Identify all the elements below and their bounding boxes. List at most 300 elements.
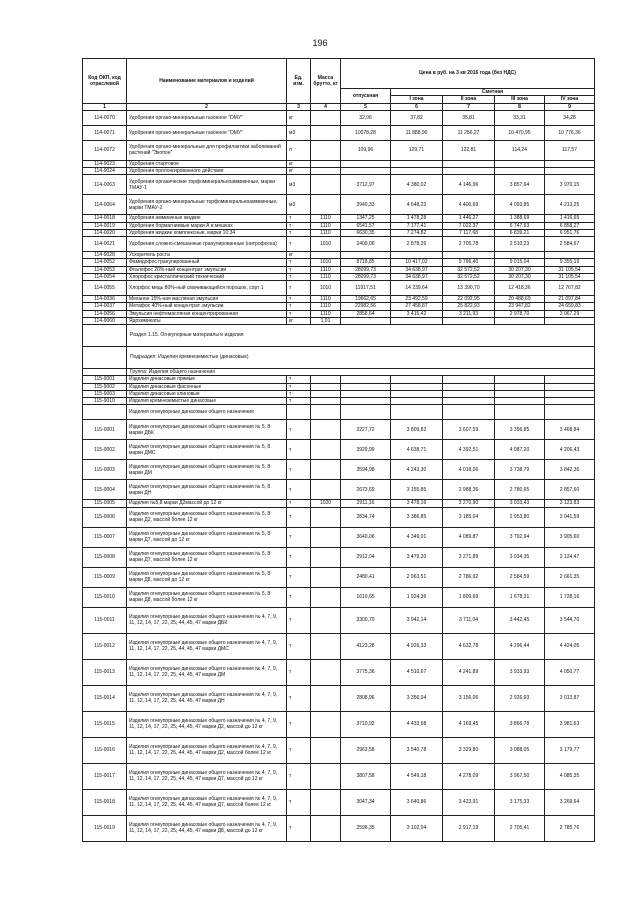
item-unit: т bbox=[287, 567, 311, 587]
item-mass bbox=[311, 659, 341, 685]
price-release bbox=[341, 252, 391, 259]
item-mass: 1110 bbox=[311, 303, 341, 310]
price-zone4: 3 970,15 bbox=[545, 175, 595, 195]
table-row bbox=[83, 259, 595, 266]
price-zone3: 3 792,94 bbox=[495, 527, 545, 547]
price-zone4: 2 661,35 bbox=[545, 567, 595, 587]
item-mass bbox=[311, 763, 341, 789]
price-zone3: 2 978,70 bbox=[495, 310, 545, 317]
price-zone3: 3 442,45 bbox=[495, 607, 545, 633]
item-unit: т bbox=[287, 607, 311, 633]
item-name: Изделия огнеупорные динасовые общего назначения № 4, 7, 9, 11, 12, 14, 17, 22, 25, 44, 45, 47 марки Д7, массой до 12 кг bbox=[127, 763, 287, 789]
item-code: 114-0021 bbox=[83, 237, 127, 252]
price-zone1: 10 417,02 bbox=[391, 259, 443, 266]
price-zone1: 7 177,41 bbox=[391, 222, 443, 229]
item-code: 114-0063 bbox=[83, 175, 127, 195]
price-zone4: 34,28 bbox=[545, 110, 595, 125]
header-name: Наименование материалов и изделий bbox=[127, 59, 287, 104]
table-row bbox=[83, 296, 595, 303]
price-zone3: 2 953,80 bbox=[495, 507, 545, 527]
price-zone3: 3 857,64 bbox=[495, 175, 545, 195]
table-row bbox=[83, 390, 595, 397]
column-number: 1 bbox=[83, 103, 127, 110]
price-zone4: 31 105,54 bbox=[545, 273, 595, 280]
price-zone3: 9 015,04 bbox=[495, 259, 545, 266]
table-row bbox=[83, 737, 595, 763]
table-row bbox=[83, 215, 595, 222]
price-release: 10078,28 bbox=[341, 125, 391, 140]
item-name: Изделия огнеупорные динасовые общего назначения № 5, 8 марки Д8, массой более 12 кг bbox=[127, 587, 287, 607]
price-zone2: 32 572,52 bbox=[443, 273, 495, 280]
price-release: 2808,96 bbox=[341, 685, 391, 711]
item-mass bbox=[311, 195, 341, 215]
item-code: 114-9024 bbox=[83, 168, 127, 175]
price-zone2: 122,81 bbox=[443, 140, 495, 160]
item-mass bbox=[311, 398, 341, 405]
price-release bbox=[341, 160, 391, 167]
table-row bbox=[83, 125, 595, 140]
item-name: Удобрения органические торфоминеральноаммиачные, марки ТМАУ-1 bbox=[127, 175, 287, 195]
price-zone1: 4 510,67 bbox=[391, 659, 443, 685]
price-zone1: 3 155,85 bbox=[391, 480, 443, 500]
item-name: Эмульсия нефтемасляная концентрированная bbox=[127, 310, 287, 317]
price-zone1: 3 478,16 bbox=[391, 500, 443, 507]
price-release: 6541,57 bbox=[341, 222, 391, 229]
price-zone3 bbox=[495, 383, 545, 390]
price-zone2: 4 241,89 bbox=[443, 659, 495, 685]
item-code: 115-0013 bbox=[83, 659, 127, 685]
price-zone4: 3 179,77 bbox=[545, 737, 595, 763]
price-zone4: 3 981,63 bbox=[545, 711, 595, 737]
price-release: 1610,65 bbox=[341, 587, 391, 607]
price-zone1: 27 458,87 bbox=[391, 303, 443, 310]
price-zone3: 6 839,21 bbox=[495, 229, 545, 236]
item-mass bbox=[311, 460, 341, 480]
price-zone4: 3 123,83 bbox=[545, 500, 595, 507]
price-zone3: 3 175,33 bbox=[495, 789, 545, 815]
table-row bbox=[83, 222, 595, 229]
item-name: Ускоритель роста bbox=[127, 252, 287, 259]
price-zone2: 35,81 bbox=[443, 110, 495, 125]
item-name: Изделия огнеупорные динасовые общего назначения № 5, 8 марки ДБК bbox=[127, 420, 287, 440]
item-name: Изделия огнеупорные динасовые общего назначения bbox=[127, 405, 287, 420]
item-unit: т bbox=[287, 303, 311, 310]
table-row bbox=[83, 685, 595, 711]
price-zone3: 33,31 bbox=[495, 110, 545, 125]
item-name: Удобрения органо-минеральные газонное "ОМУ" bbox=[127, 125, 287, 140]
price-zone3: 2 926,93 bbox=[495, 685, 545, 711]
price-zone1: 4 648,22 bbox=[391, 195, 443, 215]
item-name: Изделия огнеупорные динасовые общего назначения № 5, 8 марки ДМС bbox=[127, 440, 287, 460]
item-name: Фамидофос гранулированный bbox=[127, 259, 287, 266]
header-zone2: II зона bbox=[443, 96, 495, 103]
price-release: 2596,35 bbox=[341, 815, 391, 841]
item-mass bbox=[311, 789, 341, 815]
item-code: 114-0070 bbox=[83, 110, 127, 125]
price-zone4: 4 085,35 bbox=[545, 763, 595, 789]
item-code: 115-0009 bbox=[83, 567, 127, 587]
price-zone2: 2 786,92 bbox=[443, 567, 495, 587]
item-code: 115-0008 bbox=[83, 547, 127, 567]
table-row bbox=[83, 175, 595, 195]
price-zone4: 4 213,25 bbox=[545, 195, 595, 215]
price-zone4: 4 424,05 bbox=[545, 633, 595, 659]
table-row bbox=[83, 237, 595, 252]
price-release: 3940,33 bbox=[341, 195, 391, 215]
price-zone1 bbox=[391, 168, 443, 175]
item-name: Удобрения стартовое bbox=[127, 160, 287, 167]
price-zone1: 4 433,68 bbox=[391, 711, 443, 737]
column-number: 2 bbox=[127, 103, 287, 110]
price-release: 2673,69 bbox=[341, 480, 391, 500]
price-zone3 bbox=[495, 252, 545, 259]
item-unit: т bbox=[287, 711, 311, 737]
price-release: 3640,06 bbox=[341, 527, 391, 547]
item-code: 115-0018 bbox=[83, 789, 127, 815]
item-mass: 1110 bbox=[311, 266, 341, 273]
price-release: 2912,04 bbox=[341, 547, 391, 567]
table-row bbox=[83, 711, 595, 737]
item-mass bbox=[311, 547, 341, 567]
price-zone2 bbox=[443, 383, 495, 390]
item-unit: т bbox=[287, 633, 311, 659]
price-zone3: 1 678,31 bbox=[495, 587, 545, 607]
item-mass bbox=[311, 420, 341, 440]
item-code: 115-0017 bbox=[83, 763, 127, 789]
price-zone4 bbox=[545, 168, 595, 175]
item-name: Метафос 40%-ный концентрат эмульсии bbox=[127, 303, 287, 310]
price-release: 3807,58 bbox=[341, 763, 391, 789]
item-code: 115-0007 bbox=[83, 527, 127, 547]
price-zone2: 2 917,19 bbox=[443, 815, 495, 841]
price-zone4: 3 468,84 bbox=[545, 420, 595, 440]
item-mass bbox=[311, 607, 341, 633]
item-unit: м3 bbox=[287, 175, 311, 195]
table-row bbox=[83, 252, 595, 259]
item-code: 115-0005 bbox=[83, 500, 127, 507]
item-code: 115-9003 bbox=[83, 390, 127, 397]
table-row bbox=[83, 815, 595, 841]
price-zone2 bbox=[443, 252, 495, 259]
price-zone2: 4 146,96 bbox=[443, 175, 495, 195]
item-name: Изделия огнеупорные динасовые общего назначения № 4, 7, 9, 11, 12, 14, 17, 22, 25, 44, 45, 47 марки ДН bbox=[127, 685, 287, 711]
item-code: 115-0015 bbox=[83, 711, 127, 737]
header-estimate: Сметная bbox=[391, 89, 595, 96]
item-mass bbox=[311, 140, 341, 160]
price-zone2 bbox=[443, 376, 495, 383]
table-row bbox=[83, 507, 595, 527]
price-zone1: 1 478,28 bbox=[391, 215, 443, 222]
item-unit: м3 bbox=[287, 195, 311, 215]
price-release: 3047,34 bbox=[341, 789, 391, 815]
price-zone1: 3 479,20 bbox=[391, 547, 443, 567]
price-release: 28099,73 bbox=[341, 266, 391, 273]
price-zone3: 3 356,85 bbox=[495, 420, 545, 440]
item-unit: кг bbox=[287, 317, 311, 324]
subsection-row bbox=[83, 347, 595, 369]
item-code: 115-0003 bbox=[83, 460, 127, 480]
price-release: 2963,58 bbox=[341, 737, 391, 763]
price-zone2: 13 390,70 bbox=[443, 281, 495, 296]
price-zone1 bbox=[391, 390, 443, 397]
table-row bbox=[83, 440, 595, 460]
price-release: 11917,51 bbox=[341, 281, 391, 296]
item-mass bbox=[311, 383, 341, 390]
item-name: Удобрения бормагниевые марки А в мешках bbox=[127, 222, 287, 229]
item-mass bbox=[311, 527, 341, 547]
item-name: Изделия огнеупорные динасовые общего назначения № 5, 8 марки Д7, массой до 12 кг bbox=[127, 527, 287, 547]
item-name: Удобрения органо-минеральные торфоминеральноаммиачные, марки ТМАУ-2 bbox=[127, 195, 287, 215]
item-mass bbox=[311, 175, 341, 195]
header-mass: Масса брутто, кг bbox=[311, 59, 341, 104]
price-zone3: 10 470,95 bbox=[495, 125, 545, 140]
column-number: 6 bbox=[391, 103, 443, 110]
item-unit: кг bbox=[287, 110, 311, 125]
price-zone2: 4 018,06 bbox=[443, 460, 495, 480]
table-row bbox=[83, 303, 595, 310]
item-unit: л bbox=[287, 140, 311, 160]
item-name: Изделия динасовые клиновые bbox=[127, 390, 287, 397]
price-zone2: 7 117,68 bbox=[443, 229, 495, 236]
price-zone3: 6 747,63 bbox=[495, 222, 545, 229]
table-row bbox=[83, 607, 595, 633]
item-unit: т bbox=[287, 281, 311, 296]
item-code: 114-9060 bbox=[83, 317, 127, 324]
price-zone1: 3 102,04 bbox=[391, 815, 443, 841]
price-zone1: 2 963,51 bbox=[391, 567, 443, 587]
price-zone1: 11 888,90 bbox=[391, 125, 443, 140]
price-zone3 bbox=[495, 390, 545, 397]
item-code: 115-0012 bbox=[83, 633, 127, 659]
price-release: 3775,36 bbox=[341, 659, 391, 685]
table-row bbox=[83, 160, 595, 167]
item-mass bbox=[311, 376, 341, 383]
price-zone1: 3 356,04 bbox=[391, 685, 443, 711]
section-title: Раздел 1.15. Огнеупорные материалы и изделия bbox=[127, 325, 595, 347]
price-zone2: 3 711,04 bbox=[443, 607, 495, 633]
item-code: 114-9023 bbox=[83, 160, 127, 167]
item-mass bbox=[311, 480, 341, 500]
price-zone1: 3 540,78 bbox=[391, 737, 443, 763]
price-zone2 bbox=[443, 317, 495, 324]
item-code: 114-9028 bbox=[83, 252, 127, 259]
table-row bbox=[83, 310, 595, 317]
item-mass: 1010 bbox=[311, 281, 341, 296]
price-zone2 bbox=[443, 160, 495, 167]
item-mass bbox=[311, 440, 341, 460]
price-zone1: 129,71 bbox=[391, 140, 443, 160]
price-release: 3594,98 bbox=[341, 460, 391, 480]
price-zone3: 2 510,23 bbox=[495, 237, 545, 252]
item-mass: 1020 bbox=[311, 500, 341, 507]
table-row bbox=[83, 587, 595, 607]
item-name: Фталофос 20%-ный концентрат эмульсии bbox=[127, 266, 287, 273]
price-zone2: 3 423,91 bbox=[443, 789, 495, 815]
table-row bbox=[83, 140, 595, 160]
item-code: 114-0053 bbox=[83, 266, 127, 273]
price-zone2: 2 988,36 bbox=[443, 480, 495, 500]
item-unit: кг bbox=[287, 160, 311, 167]
price-zone3 bbox=[495, 317, 545, 324]
price-zone2: 3 329,80 bbox=[443, 737, 495, 763]
item-mass: 1110 bbox=[311, 310, 341, 317]
price-release bbox=[341, 383, 391, 390]
table-row bbox=[83, 500, 595, 507]
price-zone1 bbox=[391, 383, 443, 390]
price-zone3 bbox=[495, 405, 545, 420]
price-release: 2409,06 bbox=[341, 237, 391, 252]
item-mass bbox=[311, 390, 341, 397]
price-release: 3300,70 bbox=[341, 607, 391, 633]
price-zone2: 4 278,09 bbox=[443, 763, 495, 789]
price-zone4: 3 269,64 bbox=[545, 789, 595, 815]
item-code bbox=[83, 405, 127, 420]
item-mass bbox=[311, 567, 341, 587]
group-row bbox=[83, 369, 595, 376]
price-zone1: 37,82 bbox=[391, 110, 443, 125]
item-mass: 1,01 bbox=[311, 317, 341, 324]
header-unit: Ед. изм. bbox=[287, 59, 311, 104]
table-row bbox=[83, 398, 595, 405]
price-release: 3227,72 bbox=[341, 420, 391, 440]
item-mass bbox=[311, 815, 341, 841]
item-code: 115-9002 bbox=[83, 383, 127, 390]
price-zone1: 4 638,71 bbox=[391, 440, 443, 460]
item-mass bbox=[311, 737, 341, 763]
price-release: 3929,99 bbox=[341, 440, 391, 460]
price-zone1 bbox=[391, 317, 443, 324]
item-unit: т bbox=[287, 215, 311, 222]
table-row bbox=[83, 460, 595, 480]
item-unit: т bbox=[287, 237, 311, 252]
price-zone3: 3 967,50 bbox=[495, 763, 545, 789]
item-code: 115-0002 bbox=[83, 440, 127, 460]
item-name: Ядохимикаты bbox=[127, 317, 287, 324]
table-row bbox=[83, 527, 595, 547]
price-zone2: 2 705,78 bbox=[443, 237, 495, 252]
item-name: Изделия огнеупорные динасовые общего назначения № 4, 7, 9, 11, 12, 14, 17, 22, 25, 44, 45, 47 марки Д2, массой до 12 кг bbox=[127, 711, 287, 737]
price-release: 109,96 bbox=[341, 140, 391, 160]
item-code: 115-0011 bbox=[83, 607, 127, 633]
price-zone3: 2 705,41 bbox=[495, 815, 545, 841]
item-code: 114-0019 bbox=[83, 222, 127, 229]
price-release: 28099,73 bbox=[341, 273, 391, 280]
item-unit: м3 bbox=[287, 125, 311, 140]
price-zone4 bbox=[545, 405, 595, 420]
item-mass bbox=[311, 252, 341, 259]
price-zone3 bbox=[495, 168, 545, 175]
table-row bbox=[83, 266, 595, 273]
item-name: Удобрения органо-минеральные газонное "ОМУ" bbox=[127, 110, 287, 125]
item-code: 115-0019 bbox=[83, 815, 127, 841]
section-row bbox=[83, 325, 595, 347]
price-zone2: 3 271,89 bbox=[443, 547, 495, 567]
price-release: 2858,64 bbox=[341, 310, 391, 317]
price-zone2 bbox=[443, 398, 495, 405]
price-zone2: 1 809,69 bbox=[443, 587, 495, 607]
group-title: Группа: Изделия общего назначения bbox=[127, 369, 595, 376]
price-zone4 bbox=[545, 252, 595, 259]
price-zone4: 1 728,16 bbox=[545, 587, 595, 607]
price-zone4: 3 842,36 bbox=[545, 460, 595, 480]
header-code: Код ОКП, код отраслевой bbox=[83, 59, 127, 104]
price-zone4: 3 544,70 bbox=[545, 607, 595, 633]
price-zone3: 3 933,93 bbox=[495, 659, 545, 685]
price-table bbox=[82, 58, 595, 842]
price-zone2: 22 092,95 bbox=[443, 296, 495, 303]
table-row bbox=[83, 195, 595, 215]
table-row bbox=[83, 229, 595, 236]
item-code: 115-0004 bbox=[83, 480, 127, 500]
header-zone1: I зона bbox=[391, 96, 443, 103]
price-zone2: 4 392,51 bbox=[443, 440, 495, 460]
item-name: Изделия огнеупорные динасовые общего назначения № 5, 8 марки Д7, массой более 12 кг bbox=[127, 547, 287, 567]
item-name: Изделия динасовые фасонные bbox=[127, 383, 287, 390]
column-number: 7 bbox=[443, 103, 495, 110]
price-zone4: 12 767,82 bbox=[545, 281, 595, 296]
item-code: 114-0071 bbox=[83, 125, 127, 140]
price-zone4 bbox=[545, 160, 595, 167]
item-code: 114-0036 bbox=[83, 296, 127, 303]
subsection-title: Подраздел: Изделия кремнеземистые (динасовые) bbox=[127, 347, 595, 369]
item-mass bbox=[311, 711, 341, 737]
price-zone4: 4 206,43 bbox=[545, 440, 595, 460]
price-zone3: 3 033,43 bbox=[495, 500, 545, 507]
price-release bbox=[341, 317, 391, 324]
item-mass: 1110 bbox=[311, 296, 341, 303]
price-zone2 bbox=[443, 168, 495, 175]
table-row bbox=[83, 789, 595, 815]
table-row bbox=[83, 376, 595, 383]
item-unit: т bbox=[287, 376, 311, 383]
table-row bbox=[83, 567, 595, 587]
price-zone2: 3 270,90 bbox=[443, 500, 495, 507]
price-zone2 bbox=[443, 405, 495, 420]
item-name: Изделия огнеупорные динасовые общего назначения № 4, 7, 9, 11, 12, 14, 17, 22, 25, 44, 45, 47 марки Д8, массой до 12 кг bbox=[127, 815, 287, 841]
price-zone2: 4 089,87 bbox=[443, 527, 495, 547]
item-mass: 1110 bbox=[311, 215, 341, 222]
price-zone1: 3 809,82 bbox=[391, 420, 443, 440]
header-zone3: III зона bbox=[495, 96, 545, 103]
item-name: Изделия огнеупорные динасовые общего назначения № 4, 7, 9, 11, 12, 14, 17, 22, 25, 44, 45, 47 марки Д2, массой более 12 кг bbox=[127, 737, 287, 763]
item-mass bbox=[311, 405, 341, 420]
item-unit: т bbox=[287, 659, 311, 685]
price-zone3: 12 418,36 bbox=[495, 281, 545, 296]
price-zone4: 2 857,60 bbox=[545, 480, 595, 500]
item-mass bbox=[311, 587, 341, 607]
price-zone3 bbox=[495, 398, 545, 405]
item-name: Изделия огнеупорные динасовые общего назначения № 5, 8 марки Д2, массой более 12 кг bbox=[127, 507, 287, 527]
item-code: 114-0072 bbox=[83, 140, 127, 160]
item-name: Удобрения сложно-смешанные гранулированные (нитрофоска) bbox=[127, 237, 287, 252]
item-name: Изделия №5,8 марки Д2массой до 12 кг bbox=[127, 500, 287, 507]
item-unit: т bbox=[287, 587, 311, 607]
column-number: 8 bbox=[495, 103, 545, 110]
price-zone1: 7 274,82 bbox=[391, 229, 443, 236]
price-release bbox=[341, 390, 391, 397]
price-zone4: 10 776,36 bbox=[545, 125, 595, 140]
price-zone4: 6 951,76 bbox=[545, 229, 595, 236]
item-code: 114-0054 bbox=[83, 273, 127, 280]
item-unit: т bbox=[287, 685, 311, 711]
price-zone3: 114,24 bbox=[495, 140, 545, 160]
item-name: Удобрения пролонгированного действия bbox=[127, 168, 287, 175]
item-name: Изделия огнеупорные динасовые общего назначения № 4, 7, 9, 11, 12, 14, 17, 22, 25, 44, 45, 47 марки Д7, массой более 12 кг bbox=[127, 789, 287, 815]
item-unit: т bbox=[287, 440, 311, 460]
item-unit: т bbox=[287, 815, 311, 841]
item-mass bbox=[311, 685, 341, 711]
price-zone2: 4 400,69 bbox=[443, 195, 495, 215]
